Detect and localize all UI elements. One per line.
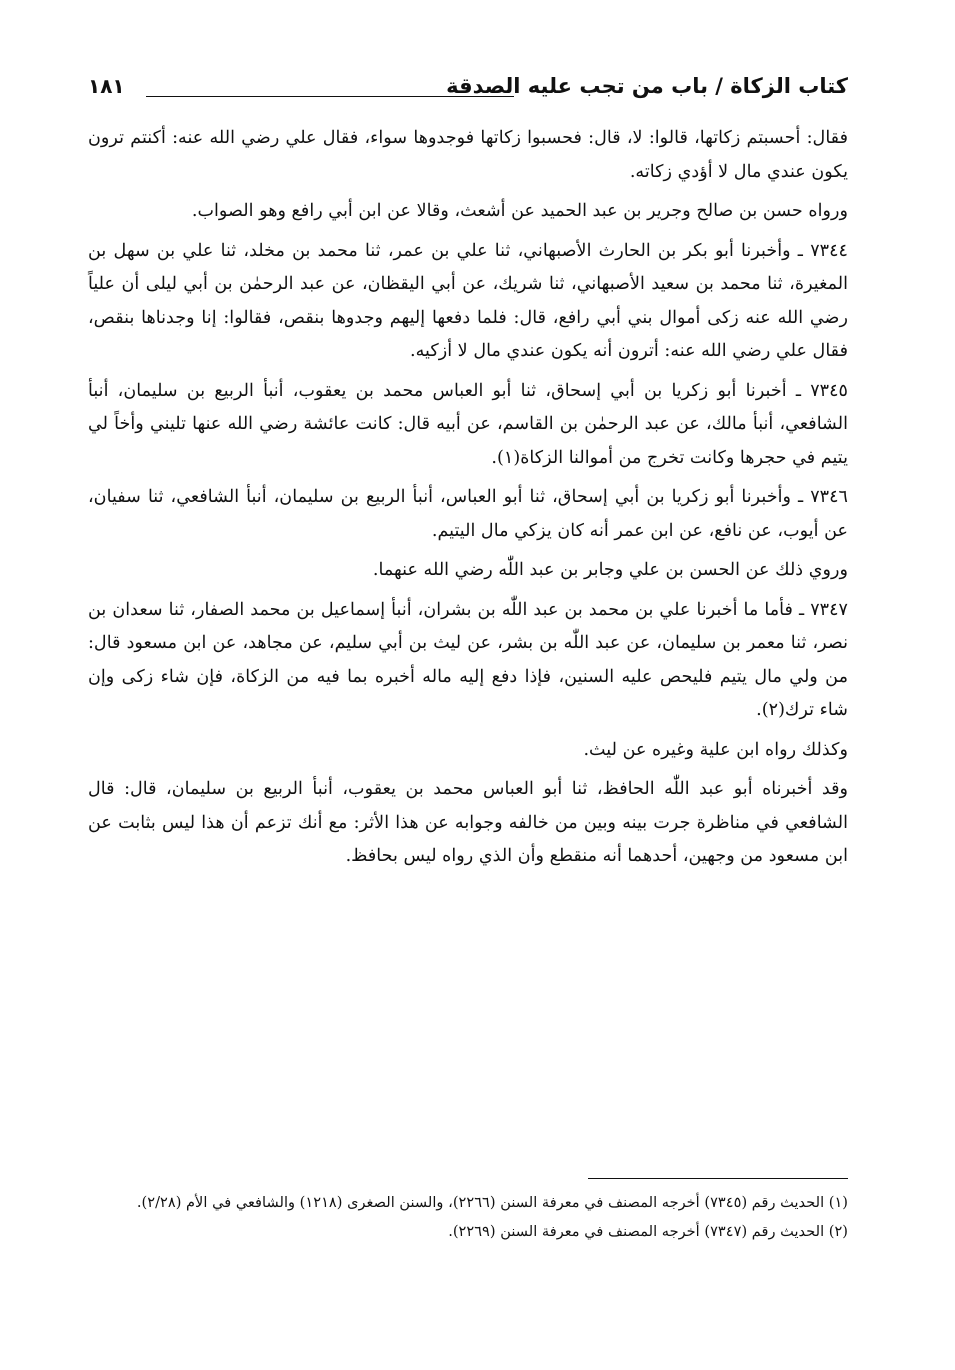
- hadith-7346: ٧٣٤٦ ـ وأخبرنا أبو زكريا بن أبي إسحاق، ثنا أبو العباس، أنبأ الربيع بن سليمان، أنبأ الشافعي، ثنا سفيان، عن أيوب، عن نافع، عن ابن عمر أنه كان يزكي مال اليتيم.: [88, 487, 848, 541]
- footnotes: [88, 1178, 848, 1246]
- header-title: كتاب الزكاة / باب من تجب عليه الصدقة: [446, 74, 848, 98]
- running-header: [88, 70, 848, 110]
- paragraph-6: وروي ذلك عن الحسن بن علي وجابر بن عبد اللّٰه رضي الله عنهما.: [372, 560, 848, 580]
- hadith-7344: ٧٣٤٤ ـ وأخبرنا أبو بكر بن الحارث الأصبهاني، ثنا علي بن عمر، ثنا محمد بن مخلد، ثنا علي بن سهل بن المغيرة، ثنا محمد بن سعيد الأصبهاني، ثنا شريك، عن أبي اليقظان، عن عبد الرحمٰن بن أبي ليلى أن علياً رضي الله عنه زكى أموال بني أبي رافع، قال: فلما دفعها إليهم وجدوها بنقص، فقالوا: إنا وجدناها بنقص، فقال علي رضي الله عنه: أترون أنه يكون عندي مال لا أزكيه.: [88, 240, 848, 361]
- book-page: [88, 70, 848, 880]
- footnote-2: (٢) الحديث رقم (٧٣٤٧) أخرجه المصنف في معرفة السنن (٢٢٦٩).: [448, 1222, 848, 1240]
- paragraph-9: وقد أخبرناه أبو عبد اللّٰه الحافظ، ثنا أبو العباس محمد بن يعقوب، أنبأ الربيع بن سليمان، قال: قال الشافعي في مناظرة جرت بينه وبين من خالفه وجوابه عن هذا الأثر: مع أنك تزعم أن هذا ليس بثابت عن ابن مسعود من وجهين، أحدهما أنه منقطع وأن الذي رواه ليس بحافظ.: [88, 779, 848, 866]
- paragraph-8: وكذلك رواه ابن علية وغيره عن ليث.: [583, 739, 848, 760]
- hadith-7345: ٧٣٤٥ ـ أخبرنا أبو زكريا بن أبي إسحاق، ثنا أبو العباس محمد بن يعقوب، أنبأ الربيع بن سليمان، أنبأ الشافعي، أنبأ مالك، عن عبد الرحمٰن بن القاسم، عن أبيه قال: كانت عائشة رضي الله عنها تليني وأخاً لي يتيم في حجرها وكانت تخرج من أموالنا الزكاة(١).: [88, 380, 848, 468]
- footnote-1: (١) الحديث رقم (٧٣٤٥) أخرجه المصنف في معرفة السنن (٢٢٦٦)، والسنن الصغرى (١٢١٨) والشافعي في الأم (٢/٢٨).: [136, 1194, 848, 1211]
- paragraph-2: ورواه حسن بن صالح وجرير بن عبد الحميد عن أشعث، وقالا عن ابن أبي رافع وهو الصواب.: [191, 201, 848, 221]
- footnote-rule: [588, 1178, 848, 1179]
- paragraph-1: فقال: أحسبتم زكاتها، قالوا: لا، قال: فحسبوا زكاتها فوجدوها سواء، فقال علي رضي الله عنه: أكنتم ترون يكون عندي مال لا أؤدي زكاته.: [88, 128, 848, 182]
- page-body: [88, 122, 848, 874]
- page-number: ١٨١: [88, 74, 125, 98]
- header-rule: [146, 96, 514, 97]
- hadith-7347: ٧٣٤٧ ـ فأما ما أخبرنا علي بن محمد بن عبد اللّٰه بن بشران، أنبأ إسماعيل بن محمد الصفار، ثنا سعدان بن نصر، ثنا معمر بن سليمان، عن عبد اللّٰه بن بشر، عن ليث بن أبي سليم، عن مجاهد، عن ابن مسعود قال: من ولي مال يتيم فليحص عليه السنين، فإذا دفع إليه ماله أخبره بما فيه من الزكاة، فإن شاء زكى وإن شاء ترك(٢).: [88, 599, 849, 720]
